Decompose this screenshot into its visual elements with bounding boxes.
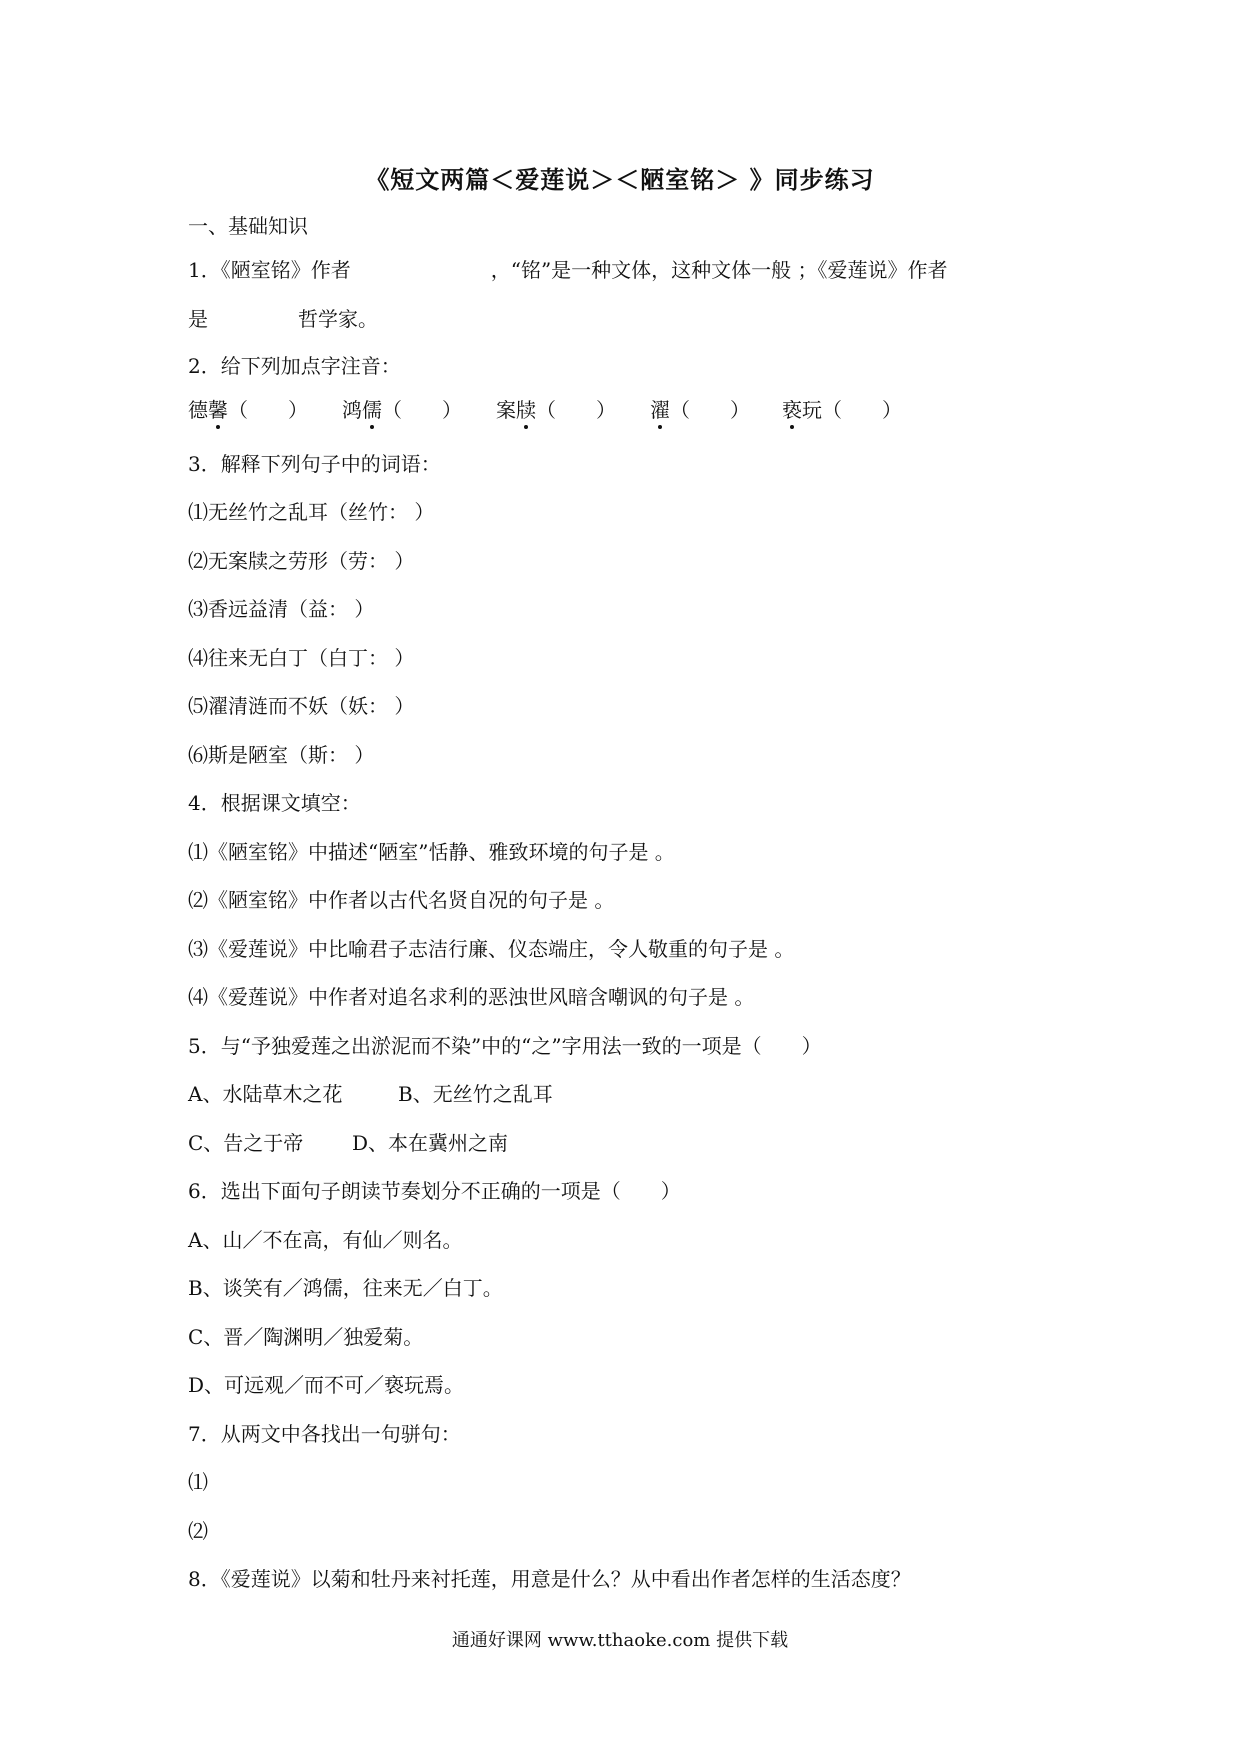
question-3-item-4: ⑷往来无白丁（白丁： ）	[188, 646, 415, 670]
pinyin-item-3-pre: 案	[496, 398, 516, 422]
pinyin-item-1-pre: 德	[188, 398, 208, 422]
pinyin-item-2	[342, 398, 496, 422]
question-5-option-c: C、告之于帝	[188, 1131, 304, 1155]
question-3-item-1: ⑴无丝竹之乱耳（丝竹： ）	[188, 500, 435, 524]
pinyin-item-3-dotted-char: 牍	[516, 398, 536, 422]
question-5-option-d: D、本在冀州之南	[352, 1131, 509, 1155]
question-4-item-3: ⑶《爱莲说》中比喻君子志洁行廉、仪态端庄，令人敬重的句子是 。	[188, 937, 795, 961]
question-1-text-a: 1．《陋室铭》作者	[188, 258, 351, 282]
question-7-item-1: ⑴	[188, 1470, 208, 1494]
question-5-options-row-2	[188, 1131, 508, 1155]
pinyin-item-3-bracket: （ ）	[536, 398, 616, 422]
question-2-stem: 2．给下列加点字注音：	[188, 354, 401, 378]
question-5-stem: 5．与“予独爱莲之出淤泥而不染”中的“之”字用法一致的一项是（ ）	[188, 1034, 822, 1058]
pinyin-item-5-dotted-char: 亵	[782, 398, 802, 422]
pinyin-item-5	[782, 398, 902, 422]
pinyin-item-4-dotted-char: 濯	[650, 398, 670, 422]
pinyin-item-2-dotted-char: 儒	[362, 398, 382, 422]
question-2-items	[188, 398, 902, 422]
question-5-option-a: A、水陆草木之花	[188, 1082, 343, 1106]
question-6-option-c: C、晋／陶渊明／独爱菊。	[188, 1325, 424, 1349]
pinyin-item-4	[650, 398, 782, 422]
question-1-text-b: ，“铭”是一种文体，这种文体一般 ；《爱莲说》作者	[490, 258, 948, 282]
question-1-line-1	[188, 258, 948, 282]
question-7-stem: 7．从两文中各找出一句骈句：	[188, 1422, 461, 1446]
question-3-item-6: ⑹斯是陋室（斯： ）	[188, 743, 375, 767]
question-3-stem: 3．解释下列句子中的词语：	[188, 452, 441, 476]
question-7-item-2: ⑵	[188, 1519, 208, 1543]
question-6-option-a: A、山／不在高，有仙／则名。	[188, 1228, 463, 1252]
question-3-item-3: ⑶香远益清（益： ）	[188, 597, 375, 621]
question-3-item-2: ⑵无案牍之劳形（劳： ）	[188, 549, 415, 573]
pinyin-item-2-bracket: （ ）	[382, 398, 462, 422]
question-6-option-d: D、可远观／而不可／亵玩焉。	[188, 1373, 465, 1397]
question-5-options-row-1	[188, 1082, 553, 1106]
question-1-line-2	[188, 307, 378, 331]
question-5-option-b: B、无丝竹之乱耳	[398, 1082, 553, 1106]
pinyin-item-3	[496, 398, 650, 422]
pinyin-item-1-bracket: （ ）	[228, 398, 308, 422]
pinyin-item-1	[188, 398, 342, 422]
pinyin-item-2-pre: 鸿	[342, 398, 362, 422]
pinyin-item-1-dotted-char: 馨	[208, 398, 228, 422]
question-6-stem: 6．选出下面句子朗读节奏划分不正确的一项是（ ）	[188, 1179, 681, 1203]
question-4-item-2: ⑵《陋室铭》中作者以古代名贤自况的句子是 。	[188, 888, 615, 912]
page-footer: 通通好课网 www.tthaoke.com 提供下载	[451, 1630, 789, 1651]
question-4-item-4: ⑷《爱莲说》中作者对追名求利的恶浊世风暗含嘲讽的句子是 。	[188, 985, 755, 1009]
question-1-text-c: 是	[188, 307, 208, 331]
question-1-text-d: 哲学家。	[298, 307, 378, 331]
question-8-stem: 8．《爱莲说》以菊和牡丹来衬托莲，用意是什么？从中看出作者怎样的生活态度？	[188, 1567, 911, 1591]
question-3-item-5: ⑸濯清涟而不妖（妖： ）	[188, 694, 415, 718]
pinyin-item-5-bracket: 玩（ ）	[802, 398, 902, 422]
question-4-stem: 4．根据课文填空：	[188, 791, 361, 815]
question-4-item-1: ⑴《陋室铭》中描述“陋室”恬静、雅致环境的句子是 。	[188, 840, 675, 864]
pinyin-item-4-bracket: （ ）	[670, 398, 750, 422]
page-title: 《短文两篇＜爱莲说＞＜陋室铭＞ 》同步练习	[365, 166, 875, 194]
section-heading: 一、基础知识	[188, 214, 308, 238]
question-6-option-b: B、谈笑有／鸿儒，往来无／白丁。	[188, 1276, 503, 1300]
